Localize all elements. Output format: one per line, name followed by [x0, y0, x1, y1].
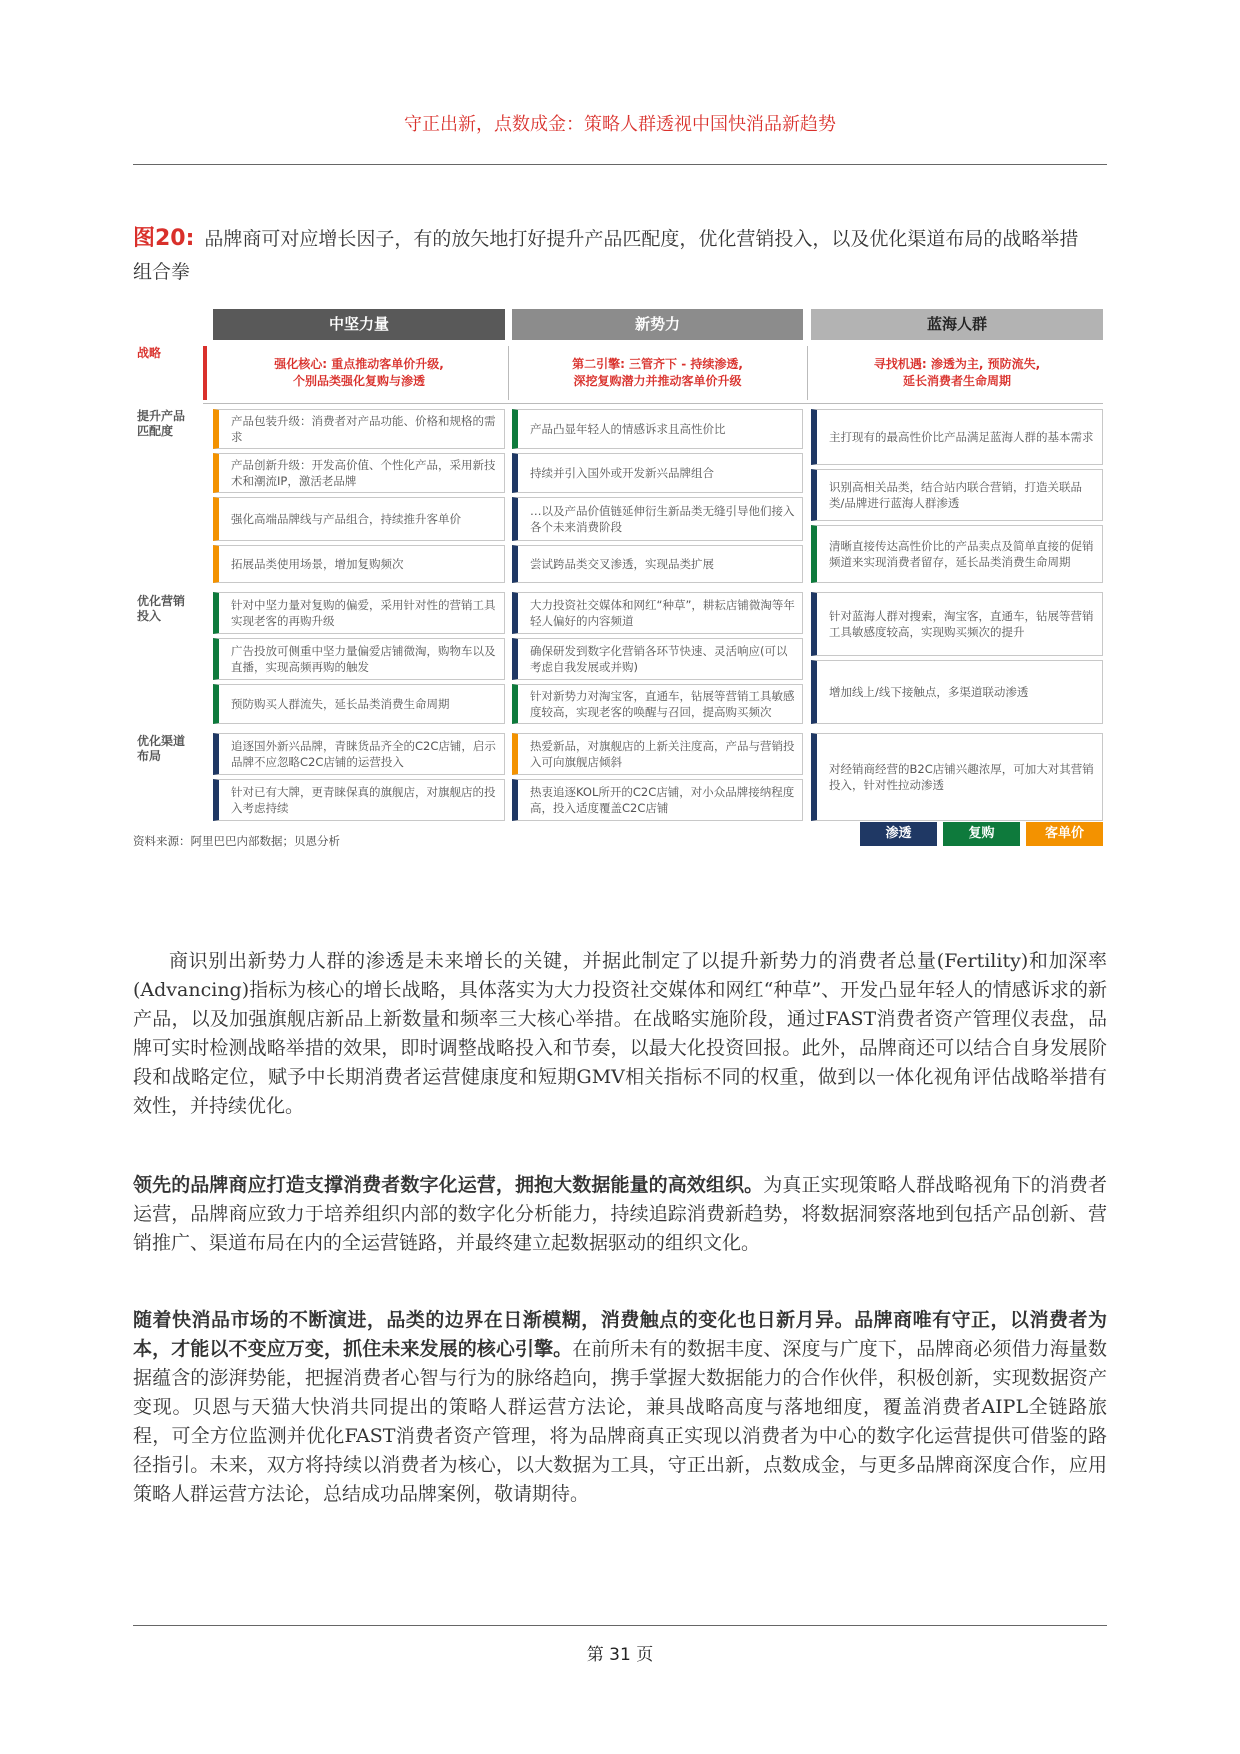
cell-new-marketing-2: 确保研发到数字化营销各环节快速、灵活响应(可以考虑自我发展或并购)	[512, 638, 803, 680]
cell-new-product-4: 尝试跨品类交叉渗透，实现品类扩展	[512, 545, 803, 583]
legend-unit-price: 客单价	[1026, 822, 1103, 846]
cell-new-channel-2: 热衷追逐KOL所开的C2C店铺，对小众品牌接纳程度高，投入适度覆盖C2C店铺	[512, 779, 803, 821]
strategy-separator	[807, 346, 808, 400]
paragraph-3-lead: 随着快消品市场的不断演进，品类的边界在日渐模糊，消费触点的变化也日新月异。品牌商唯有守正，以消费者为本，才能以不变应万变，抓住未来发展的核心引擎。	[133, 1309, 1107, 1360]
column-header-core: 中坚力量	[213, 309, 505, 340]
column-header-new: 新势力	[512, 309, 803, 340]
figure-number: 图20:	[133, 226, 195, 251]
paragraph-2-text: 为真正实现策略人群战略视角下的消费者运营，品牌商应致力于培养组织内部的数字化分析能力，持续追踪消费新趋势，将数据洞察落地到包括产品创新、营销推广、渠道布局在内的全运营链路，并最终建立起数据驱动的组织文化。	[133, 1174, 1107, 1254]
figure-title	[133, 222, 1093, 289]
header-title: 守正出新，点数成金：策略人群透视中国快消品新趋势	[404, 114, 836, 135]
page-number: 第 31 页	[586, 1645, 654, 1665]
cell-core-product-1: 产品包装升级：消费者对产品功能、价格和规格的需求	[213, 409, 505, 449]
cell-blue-marketing-2: 增加线上/线下接触点，多渠道联动渗透	[811, 660, 1103, 724]
cell-new-marketing-3: 针对新势力对淘宝客，直通车，钻展等营销工具敏感度较高，实现老客的唤醒与召回，提高购买频次	[512, 684, 803, 724]
row-label-strategy: 战略	[137, 346, 162, 360]
legend-penetration: 渗透	[860, 822, 937, 846]
strategy-accent-bar	[203, 346, 207, 400]
cell-core-product-4: 拓展品类使用场景，增加复购频次	[213, 545, 505, 583]
cell-blue-product-3: 清晰直接传达高性价比的产品卖点及简单直接的促销频道来实现消费者留存，延长品类消费生命周期	[811, 525, 1103, 583]
cell-new-channel-1: 热爱新品，对旗舰店的上新关注度高，产品与营销投入可向旗舰店倾斜	[512, 733, 803, 775]
cell-core-product-2: 产品创新升级：开发高价值、个性化产品，采用新技术和潮流IP，激活老品牌	[213, 453, 505, 493]
paragraph-2	[133, 1171, 1107, 1258]
paragraph-3	[133, 1306, 1107, 1509]
legend-repurchase: 复购	[943, 822, 1020, 846]
row-label-channel: 优化渠道布局	[137, 734, 186, 763]
row-label-marketing: 优化营销投入	[137, 594, 186, 623]
cell-core-product-3: 强化高端品牌线与产品组合，持续推升客单价	[213, 497, 505, 541]
paragraph-2-lead: 领先的品牌商应打造支撑消费者数字化运营，拥抱大数据能量的高效组织。	[133, 1174, 764, 1196]
row-label-product: 提升产品匹配度	[137, 409, 186, 438]
cell-core-channel-1: 追逐国外新兴品牌，青睐货品齐全的C2C店铺，启示品牌不应忽略C2C店铺的运营投入	[213, 733, 505, 775]
header-divider	[133, 164, 1107, 165]
cell-blue-product-2: 识别高相关品类，结合站内联合营销，打造关联品类/品牌进行蓝海人群渗透	[811, 469, 1103, 521]
row-divider	[203, 403, 1103, 404]
strategy-new: 第二引擎: 三管齐下 - 持续渗透, 深挖复购潜力并推动客单价升级	[572, 356, 743, 388]
column-header-blue: 蓝海人群	[811, 309, 1103, 340]
figure-source: 资料来源：阿里巴巴内部数据；贝恩分析	[133, 834, 340, 848]
cell-new-product-3: …以及产品价值链延伸衍生新品类无缝引导他们接入各个未来消费阶段	[512, 497, 803, 541]
strategy-core: 强化核心: 重点推动客单价升级, 个别品类强化复购与渗透	[274, 356, 444, 388]
cell-core-marketing-3: 预防购买人群流失，延长品类消费生命周期	[213, 684, 505, 724]
cell-core-marketing-2: 广告投放可侧重中坚力量偏爱店铺微淘，购物车以及直播，实现高频再购的触发	[213, 638, 505, 680]
cell-blue-product-1: 主打现有的最高性价比产品满足蓝海人群的基本需求	[811, 409, 1103, 465]
strategy-separator	[508, 346, 509, 400]
cell-blue-marketing-1: 针对蓝海人群对搜索，淘宝客，直通车，钻展等营销工具敏感度较高，实现购买频次的提升	[811, 592, 1103, 656]
strategy-blue: 寻找机遇: 渗透为主, 预防流失, 延长消费者生命周期	[873, 356, 1041, 388]
cell-core-channel-2: 针对已有大牌，更青睐保真的旗舰店，对旗舰店的投入考虑持续	[213, 779, 505, 821]
paragraph-3-text: 在前所未有的数据丰度、深度与广度下，品牌商必须借力海量数据蕴含的澎湃势能，把握消费者心智与行为的脉络趋向，携手掌握大数据能力的合作伙伴，积极创新，实现数据资产变现。贝恩与天猫大快消共同提出的策略人群运营方法论，兼具战略高度与落地细度，覆盖消费者AIPL全链路旅程，可全方位监测并优化FAST消费者资产管理，将为品牌商真正实现以消费者为中心的数字化运营提供可借鉴的路径指引。未来，双方将持续以消费者为核心，以大数据为工具，守正出新，点数成金，与更多品牌商深度合作，应用策略人群运营方法论，总结成功品牌案例，敬请期待。	[133, 1338, 1107, 1505]
cell-new-marketing-1: 大力投资社交媒体和网红“种草”，耕耘店铺微淘等年轻人偏好的内容频道	[512, 592, 803, 634]
cell-blue-channel-1: 对经销商经营的B2C店铺兴趣浓厚，可加大对其营销投入，针对性拉动渗透	[811, 733, 1103, 821]
cell-core-marketing-1: 针对中坚力量对复购的偏爱，采用针对性的营销工具实现老客的再购升级	[213, 592, 505, 634]
cell-new-product-1: 产品凸显年轻人的情感诉求且高性价比	[512, 409, 803, 449]
footer-divider	[133, 1625, 1107, 1626]
figure-title-text: 品牌商可对应增长因子，有的放矢地打好提升产品匹配度，优化营销投入，以及优化渠道布局的战略举措组合拳	[133, 228, 1079, 283]
paragraph-1: 商识别出新势力人群的渗透是未来增长的关键，并据此制定了以提升新势力的消费者总量(Fertility)和加深率(Advancing)指标为核心的增长战略，具体落实为大力投资社交媒体和网红“种草”、开发凸显年轻人的情感诉求的新产品，以及加强旗舰店新品上新数量和频率三大核心举措。在战略实施阶段，通过FAST消费者资产管理仪表盘，品牌可实时检测战略举措的效果，即时调整战略投入和节奏，以最大化投资回报。此外，品牌商还可以结合自身发展阶段和战略定位，赋予中长期消费者运营健康度和短期GMV相关指标不同的权重，做到以一体化视角评估战略举措有效性，并持续优化。	[133, 950, 1107, 1117]
cell-new-product-2: 持续并引入国外或开发新兴品牌组合	[512, 453, 803, 493]
